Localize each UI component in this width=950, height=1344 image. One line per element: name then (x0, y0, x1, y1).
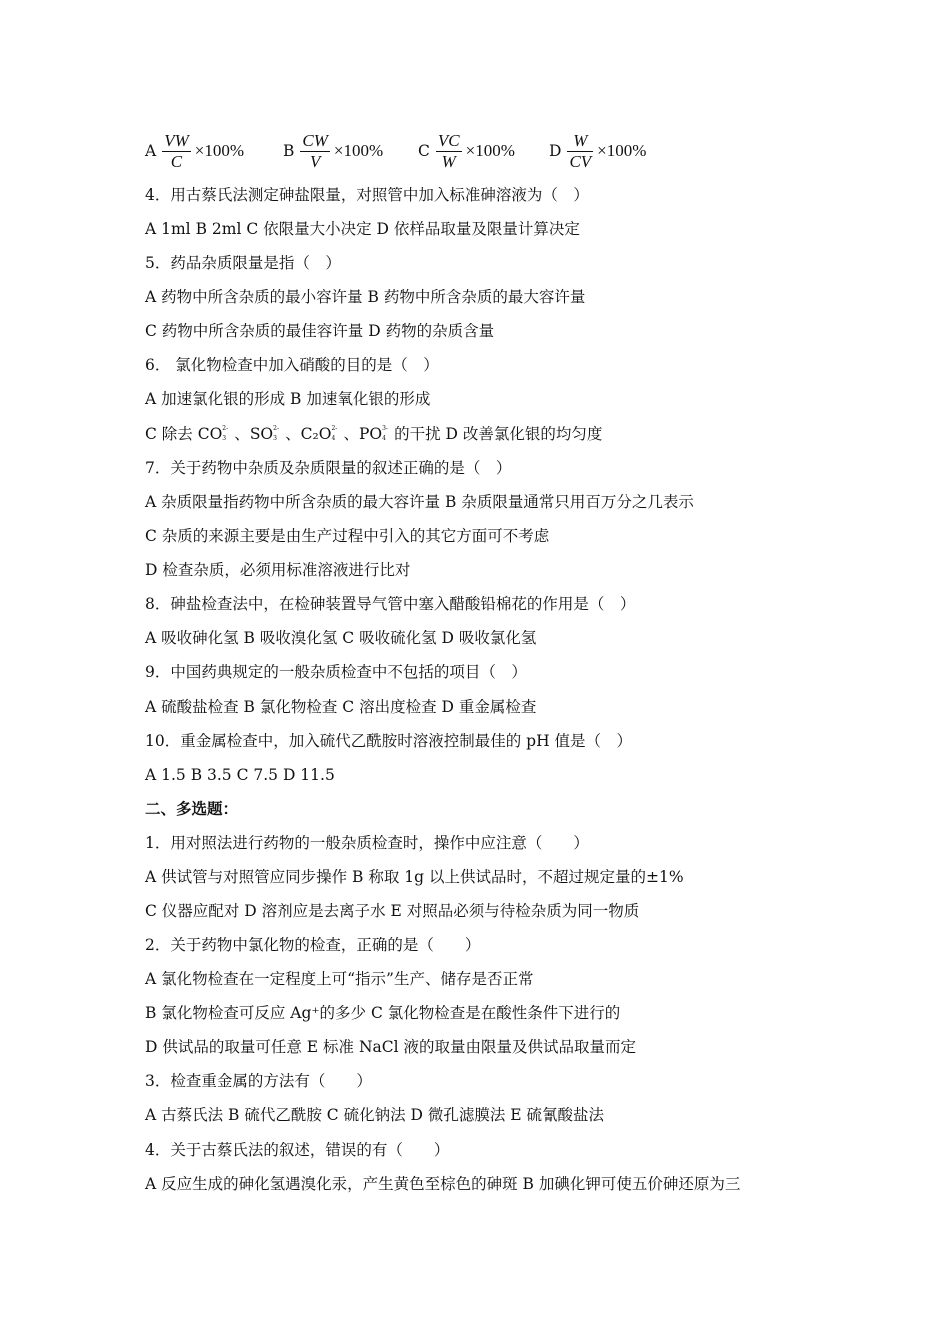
question-line: 10．重金属检查中，加入硫代乙酰胺时溶液控制最佳的 pH 值是（ ） (145, 732, 633, 750)
question-line: 2．关于药物中氯化物的检查，正确的是（ ） (145, 936, 481, 954)
formula-option-b (283, 127, 383, 175)
ion-charge-mark: 2- 3 (273, 425, 279, 442)
answer-options-line: A 供试管与对照管应同步操作 B 称取 1g 以上供试品时，不超过规定量的±1% (145, 868, 684, 886)
section-heading: 二、多选题： (145, 799, 239, 818)
question-line: 1．用对照法进行药物的一般杂质检查时，操作中应注意（ ） (145, 834, 589, 852)
answer-options-line: B 氯化物检查可反应 Ag⁺的多少 C 氯化物检查是在酸性条件下进行的 (145, 1004, 621, 1022)
fraction (436, 131, 462, 172)
chem-line-prefix: C 除去 (145, 425, 198, 443)
answer-options-line: A 氯化物检查在一定程度上可“指示”生产、储存是否正常 (145, 970, 534, 988)
answer-options-line: C 仪器应配对 D 溶剂应是去离子水 E 对照品必须与待检杂质为同一物质 (145, 902, 640, 920)
fraction-numerator: VW (164, 130, 189, 150)
option-letter: D (549, 142, 562, 160)
question-line: 9．中国药典规定的一般杂质检查中不包括的项目（ ） (145, 663, 527, 681)
answer-options-line: A 杂质限量指药物中所含杂质的最大容许量 B 杂质限量通常只用百万分之几表示 (145, 493, 694, 511)
answer-options-line: A 加速氯化银的形成 B 加速氧化银的形成 (145, 390, 431, 408)
formula-option-d (549, 127, 646, 175)
fraction-numerator: W (573, 130, 588, 150)
ion-charge-mark: 3- 4 (382, 425, 388, 442)
answer-options-line: A 1ml B 2ml C 依限量大小决定 D 依样品取量及限量计算决定 (145, 220, 580, 238)
separator: 、 (234, 425, 250, 443)
formula-option-a (145, 127, 244, 175)
question-line: 7．关于药物中杂质及杂质限量的叙述正确的是（ ） (145, 459, 512, 477)
question-line: 8．砷盐检查法中，在检砷装置导气管中塞入醋酸铅棉花的作用是（ ） (145, 595, 636, 613)
option-letter: A (145, 142, 157, 160)
percent-multiplier: ×100% (194, 141, 244, 160)
answer-options-line: C 药物中所含杂质的最佳容许量 D 药物的杂质含量 (145, 322, 495, 340)
answer-options-line: A 古蔡氏法 B 硫代乙酰胺 C 硫化钠法 D 微孔滤膜法 E 硫氰酸盐法 (145, 1106, 605, 1124)
answer-options-line: A 硫酸盐检查 B 氯化物检查 C 溶出度检查 D 重金属检查 (145, 698, 537, 716)
question-line: 3．检查重金属的方法有（ ） (145, 1072, 372, 1090)
percent-multiplier: ×100% (333, 141, 384, 160)
ion-so: SO (249, 425, 274, 443)
separator: 、 (285, 425, 301, 443)
answer-options-line: A 吸收砷化氢 B 吸收溴化氢 C 吸收硫化氢 D 吸收氯化氢 (145, 629, 537, 647)
ion-charge-mark: 2- 4 (331, 425, 338, 442)
fraction-denominator: V (309, 151, 321, 171)
percent-multiplier: ×100% (465, 141, 515, 160)
question-line: 6． 氯化物检查中加入硝酸的目的是（ ） (145, 356, 439, 374)
option-letter: B (283, 142, 295, 160)
fraction (300, 131, 330, 172)
question-line: 4．关于古蔡氏法的叙述，错误的有（ ） (145, 1141, 450, 1159)
ion-po: PO (358, 425, 383, 443)
question-line: 5．药品杂质限量是指（ ） (145, 254, 341, 272)
answer-options-line: C 杂质的来源主要是由生产过程中引入的其它方面可不考虑 (145, 527, 550, 545)
fraction-denominator: CV (569, 151, 592, 171)
fraction-denominator: W (441, 151, 456, 171)
percent-multiplier: ×100% (597, 141, 647, 160)
formula-option-c (418, 127, 515, 175)
answer-options-line: D 供试品的取量可任意 E 标准 NaCl 液的取量由限量及供试品取量而定 (145, 1038, 636, 1056)
answer-options-line: A 1.5 B 3.5 C 7.5 D 11.5 (145, 766, 335, 784)
ion-c2o: C₂O (300, 425, 332, 443)
option-letter: C (418, 142, 430, 160)
fraction-numerator: VC (437, 130, 460, 150)
fraction-denominator: C (170, 151, 183, 171)
question-line: 4．用古蔡氏法测定砷盐限量，对照管中加入标准砷溶液为（ ） (145, 186, 589, 204)
fraction (162, 131, 191, 172)
fraction-numerator: CW (302, 130, 328, 150)
chem-answer-line (145, 424, 602, 444)
ion-charge-mark: 2- 3 (222, 425, 229, 442)
answer-options-line: A 反应生成的砷化氢遇溴化汞，产生黄色至棕色的砷斑 B 加碘化钾可使五价砷还原为三 (145, 1175, 741, 1193)
ion-co: CO (197, 425, 223, 443)
chem-line-suffix: 的干扰 D 改善氯化银的均匀度 (394, 425, 603, 443)
answer-options-line: A 药物中所含杂质的最小容许量 B 药物中所含杂质的最大容许量 (145, 288, 586, 306)
answer-options-line: D 检查杂质，必须用标准溶液进行比对 (145, 561, 411, 579)
fraction (567, 131, 593, 172)
separator: 、 (343, 425, 359, 443)
